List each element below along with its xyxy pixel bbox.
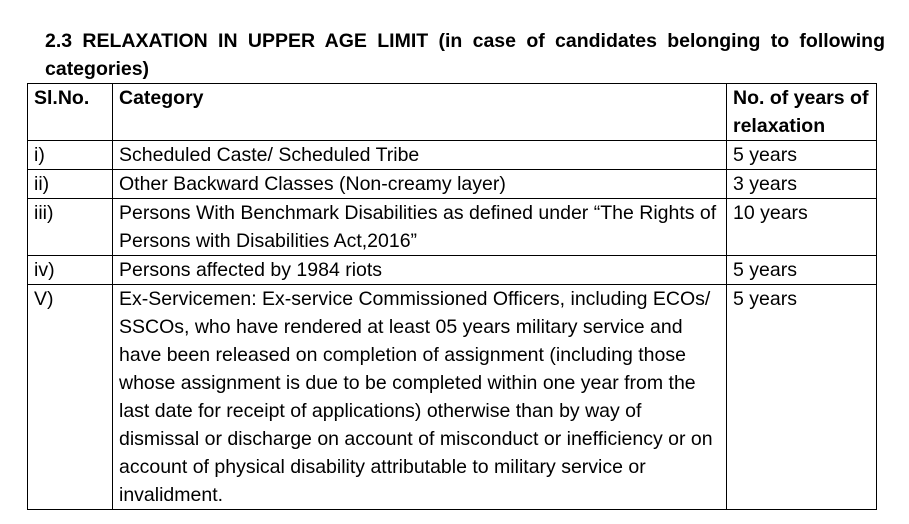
row-sl-no: ii) <box>28 170 113 199</box>
row-years: 5 years <box>727 285 877 510</box>
row-sl-no: iii) <box>28 199 113 256</box>
section-heading: 2.3 RELAXATION IN UPPER AGE LIMIT (in case of candidates belonging to following categories) <box>45 30 885 80</box>
table-row <box>28 141 877 170</box>
table-header-row <box>28 84 877 141</box>
row-years: 5 years <box>727 256 877 285</box>
table-row <box>28 199 877 256</box>
row-sl-no: V) <box>28 285 113 510</box>
row-years: 5 years <box>727 141 877 170</box>
row-category: Scheduled Caste/ Scheduled Tribe <box>113 141 727 170</box>
row-category: Persons With Benchmark Disabilities as defined under “The Rights of Persons with Disabilities Act,2016” <box>113 199 727 256</box>
row-category: Persons affected by 1984 riots <box>113 256 727 285</box>
header-sl-no: Sl.No. <box>28 84 113 141</box>
row-years: 3 years <box>727 170 877 199</box>
table-row <box>28 256 877 285</box>
row-sl-no: iv) <box>28 256 113 285</box>
row-category: Other Backward Classes (Non-creamy layer) <box>113 170 727 199</box>
header-category: Category <box>113 84 727 141</box>
relaxation-table <box>27 83 877 510</box>
table-row <box>28 285 877 510</box>
row-category: Ex-Servicemen: Ex-service Commissioned Officers, including ECOs/ SSCOs, who have rendered at least 05 years military service and have been released on completion of assignment (including those whose assignment is due to be completed within one year from the last date for receipt of applications) otherwise than by way of dismissal or discharge on account of misconduct or inefficiency or on account of physical disability attributable to military service or invalidment. <box>113 285 727 510</box>
row-sl-no: i) <box>28 141 113 170</box>
header-years-of-relaxation: No. of years of relaxation <box>727 84 877 141</box>
table-row <box>28 170 877 199</box>
row-years: 10 years <box>727 199 877 256</box>
